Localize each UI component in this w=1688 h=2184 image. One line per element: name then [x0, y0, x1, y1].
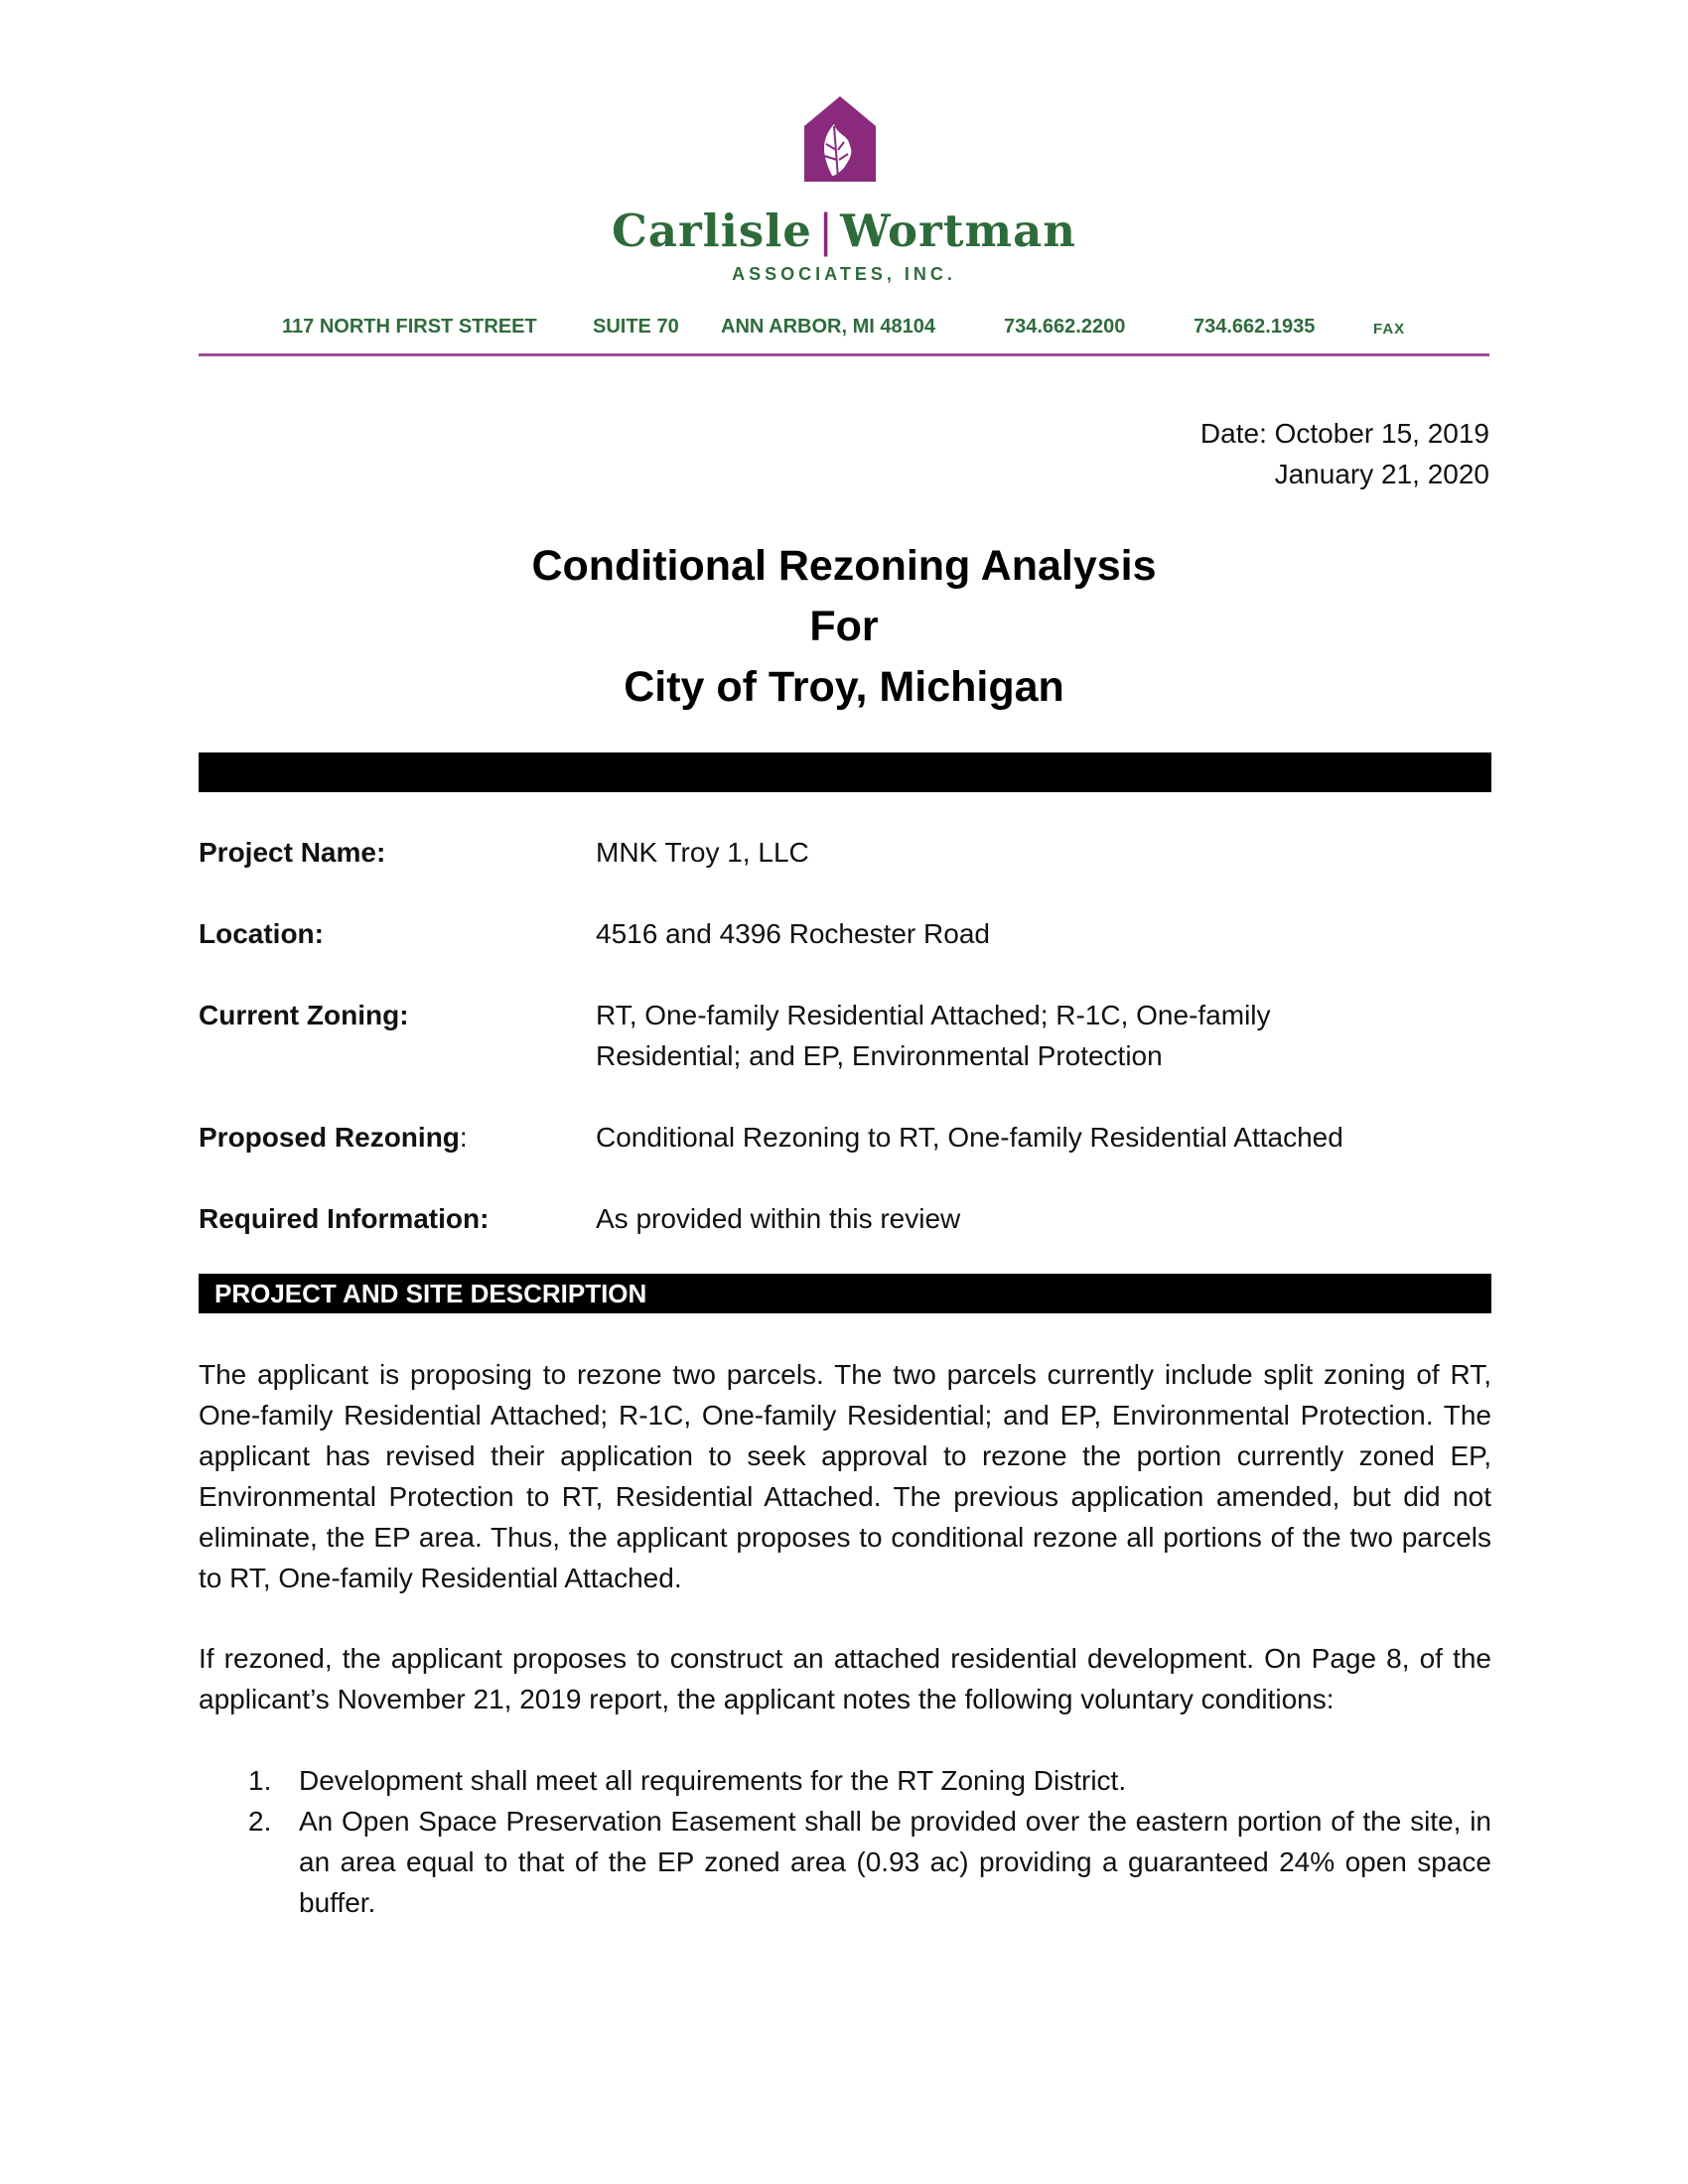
info-label: Current Zoning: [199, 1000, 409, 1030]
list-item-text: An Open Space Preservation Easement shall be provided over the eastern portion of the site, in an area equal to that of the EP zoned area (0.93 ac) providing a guaranteed 24% open space buffer. [299, 1806, 1491, 1918]
project-info [199, 832, 1491, 1239]
date-line-2: January 21, 2020 [1274, 459, 1489, 489]
info-value: 4516 and 4396 Rochester Road [596, 918, 990, 949]
section-heading: PROJECT AND SITE DESCRIPTION [199, 1274, 1491, 1313]
title-divider-bar [199, 752, 1491, 792]
info-label-colon: : [459, 1122, 468, 1153]
list-item-number: 2. [248, 1806, 272, 1837]
info-label-text: Proposed Rezoning [199, 1122, 460, 1153]
paragraph-1: The applicant is proposing to rezone two parcels. The two parcels currently include split zoning of RT, One-family Residential Attached; R-1C, One-family Residential; and EP, Environmental Protection. The applicant has revised their application to seek approval to rezone the portion currently zoned EP, Environmental Protection to RT, Residential Attached. The previous application amended, but did not eliminate, the EP area. Thus, the applicant proposes to conditional rezone all portions of the two parcels to RT, One-family Residential Attached. [199, 1359, 1491, 1593]
info-row-current-zoning [199, 995, 1491, 1117]
address-city: ANN ARBOR, MI 48104 [721, 316, 935, 338]
info-value: As provided within this review [596, 1203, 961, 1234]
info-value: Conditional Rezoning to RT, One-family Residential Attached [596, 1122, 1343, 1153]
list-item [199, 1801, 1491, 1923]
info-row-location [199, 913, 1491, 995]
title-line-2: For [809, 603, 879, 650]
info-label: Project Name: [199, 837, 386, 868]
info-value: MNK Troy 1, LLC [596, 837, 809, 868]
info-row-project-name [199, 832, 1491, 913]
title-line-3: City of Troy, Michigan [624, 663, 1064, 711]
address-street: 117 NORTH FIRST STREET [282, 316, 537, 338]
firm-name-right: Wortman [840, 205, 1076, 257]
address-fax-number: 734.662.1935 [1194, 316, 1316, 338]
date-block [1200, 413, 1489, 494]
title-line-1: Conditional Rezoning Analysis [531, 542, 1157, 590]
list-item-text: Development shall meet all requirements for the RT Zoning District. [299, 1765, 1127, 1796]
paragraph-2: If rezoned, the applicant proposes to construct an attached residential development. On Page 8, of the applicant’s November 21, 2019 report, the applicant notes the following voluntary conditions: [199, 1643, 1491, 1714]
info-label: Location: [199, 918, 324, 949]
address-fax-label: FAX [1373, 321, 1406, 338]
house-leaf-logo-icon [804, 96, 876, 182]
info-row-required-information [199, 1198, 1491, 1239]
info-label [199, 1117, 468, 1158]
firm-subtitle: ASSOCIATES, INC. [732, 264, 956, 284]
info-value: RT, One-family Residential Attached; R-1C, One-family Residential; and EP, Environmental Protection [596, 1000, 1271, 1071]
conditions-list [199, 1760, 1491, 1923]
letterhead-divider [199, 353, 1489, 356]
address-suite: SUITE 70 [593, 316, 679, 338]
info-label: Required Information: [199, 1203, 490, 1234]
date-line-1: Date: October 15, 2019 [1199, 418, 1489, 449]
document-title [0, 536, 1688, 718]
address-phone: 734.662.2200 [1004, 316, 1126, 338]
info-row-proposed-rezoning [199, 1117, 1491, 1198]
firm-name-divider: | [817, 205, 835, 257]
list-item [199, 1760, 1491, 1801]
firm-name-left: Carlisle [612, 205, 812, 257]
firm-name [0, 204, 1688, 259]
list-item-number: 1. [248, 1765, 272, 1796]
